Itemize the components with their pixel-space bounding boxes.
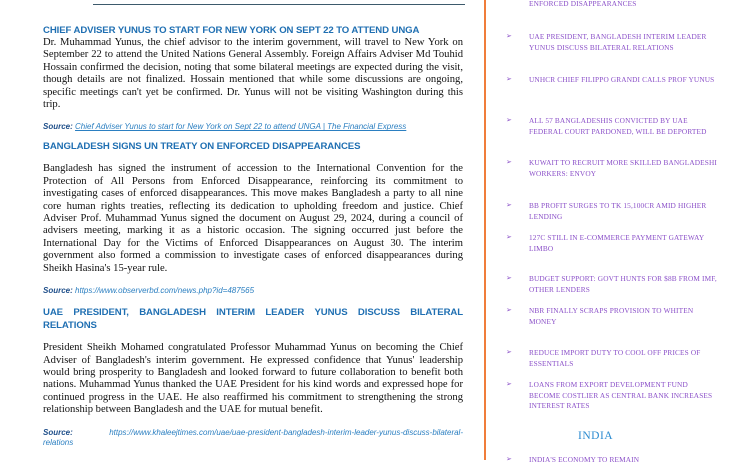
arrow-bullet-icon: ➢	[506, 201, 512, 209]
arrow-bullet-icon: ➢	[506, 455, 512, 463]
article-source: Source: Chief Adviser Yunus to start for New York on Sept 22 to attend UNGA | The Financial Express	[43, 122, 407, 132]
sidebar-item-label: ENFORCED DISAPPEARANCES	[529, 0, 637, 8]
sidebar-item-label: INDIA'S ECONOMY TO REMAIN	[529, 455, 640, 464]
source-link[interactable]: https://www.observerbd.com/news.php?id=487565	[75, 286, 255, 296]
sidebar-item-label: BB PROFIT SURGES TO TK 15,100CR AMID HIGHER LENDING	[529, 201, 707, 221]
arrow-bullet-icon: ➢	[506, 306, 512, 314]
sidebar-item-label: UNHCR CHIEF FILIPPO GRANDI CALLS PROF YUNUS	[529, 75, 715, 84]
sidebar-item-label: LOANS FROM EXPORT DEVELOPMENT FUND BECOME COSTLIER AS CENTRAL BANK INCREASES INTEREST RATES	[529, 380, 713, 410]
arrow-bullet-icon: ➢	[506, 233, 512, 241]
article	[43, 306, 463, 447]
article-body: Dr. Muhammad Yunus, the chief advisor to the interim government, will travel to New York on September 22 to attend the United Nations General Assembly. Foreign Affairs Adviser Md Touhid Hossain confirmed the decision, noting that some bilateral meetings are expected during the visit, though details are not finalized. Hossain mentioned that while some discussions are ongoing, specific meetings can't yet be confirmed. Dr. Yunus will not be visiting Washington during this trip.	[43, 37, 463, 111]
arrow-bullet-icon: ➢	[506, 348, 512, 356]
section-title-india: INDIA	[578, 430, 614, 442]
article-body: President Sheikh Mohamed congratulated Professor Muhammad Yunus on becoming the Chief Adviser of Bangladesh's interim government. He expressed confidence that Yunus' leadership would bring prosperity to Bangladesh and looked forward to future collaboration to benefit both nations. Muhammad Yunus thanked the UAE President for his kind words and expressed hope for continued progress in the UAE. He also reaffirmed his commitment to strengthening the strong relationship between Bangladesh and the UAE for mutual benefit.	[43, 342, 463, 416]
article	[43, 140, 463, 296]
article-source: Source: https://www.observerbd.com/news.php?id=487565	[43, 286, 255, 296]
sidebar-item-label: NBR FINALLY SCRAPS PROVISION TO WHITEN MONEY	[529, 306, 694, 326]
sidebar-item-label: 127C STILL IN E-COMMERCE PAYMENT GATEWAY LIMBO	[529, 233, 704, 253]
sidebar-item-label: KUWAIT TO RECRUIT MORE SKILLED BANGLADESHI WORKERS: ENVOY	[529, 158, 717, 178]
source-label: Source	[43, 122, 71, 132]
arrow-bullet-icon: ➢	[506, 32, 512, 40]
arrow-bullet-icon: ➢	[506, 380, 512, 388]
arrow-bullet-icon: ➢	[506, 158, 512, 166]
article	[43, 24, 463, 132]
sidebar-item-label: ALL 57 BANGLADESHIS CONVICTED BY UAE FEDERAL COURT PARDONED, WILL BE DEPORTED	[529, 116, 707, 136]
main-column	[43, 24, 463, 448]
article-body: Bangladesh has signed the instrument of accession to the International Convention for the Protection of All Persons from Enforced Disappearance, reinforcing its commitment to investigating cases of enforced disappearances. This move makes Bangladesh a party to all nine core human rights treaties, reflecting its dedication to upholding freedom and justice. Chief Adviser Prof. Muhammad Yunus signed the document on August 29, 2024, during a council of advisers meeting, marking it as a historic occasion. The signing occurred just before the International Day for the Victims of Enforced Disappearances on August 30. The interim government also formed a commission to investigate cases of enforced disappearances during Sheikh Hasina's 15-year rule.	[43, 163, 463, 274]
sidebar-item-label: UAE PRESIDENT, BANGLADESH INTERIM LEADER YUNUS DISCUSS BILATERAL RELATIONS	[529, 32, 707, 52]
sidebar-divider	[484, 0, 486, 460]
top-divider	[93, 4, 465, 5]
arrow-bullet-icon: ➢	[506, 75, 512, 83]
sidebar-item-label: BUDGET SUPPORT: GOVT HUNTS FOR $8B FROM IMF, OTHER LENDERS	[529, 274, 717, 294]
article-title: CHIEF ADVISER YUNUS TO START FOR NEW YORK ON SEPT 22 TO ATTEND UNGA	[43, 25, 420, 36]
source-link[interactable]: Chief Adviser Yunus to start for New York on Sept 22 to attend UNGA | The Financial Express	[75, 122, 407, 132]
sidebar-item-label: REDUCE IMPORT DUTY TO COOL OFF PRICES OF ESSENTIALS	[529, 348, 701, 368]
arrow-bullet-icon: ➢	[506, 116, 512, 124]
arrow-bullet-icon: ➢	[506, 274, 512, 282]
article-title: UAE PRESIDENT, BANGLADESH INTERIM LEADER YUNUS DISCUSS BILATERAL RELATIONS	[43, 307, 463, 332]
source-link[interactable]: https://www.khaleejtimes.com/uae/uae-president-bangladesh-interim-leader-yunus-discuss-bilateral-relations	[43, 427, 463, 447]
article-title: BANGLADESH SIGNS UN TREATY ON ENFORCED DISAPPEARANCES	[43, 141, 361, 153]
source-label: Source	[43, 286, 71, 296]
article-source: Source: https://www.khaleejtimes.com/uae/uae-president-bangladesh-interim-leader-yunus-discuss-bilateral-relations	[43, 427, 463, 447]
source-label: Source	[43, 427, 71, 437]
